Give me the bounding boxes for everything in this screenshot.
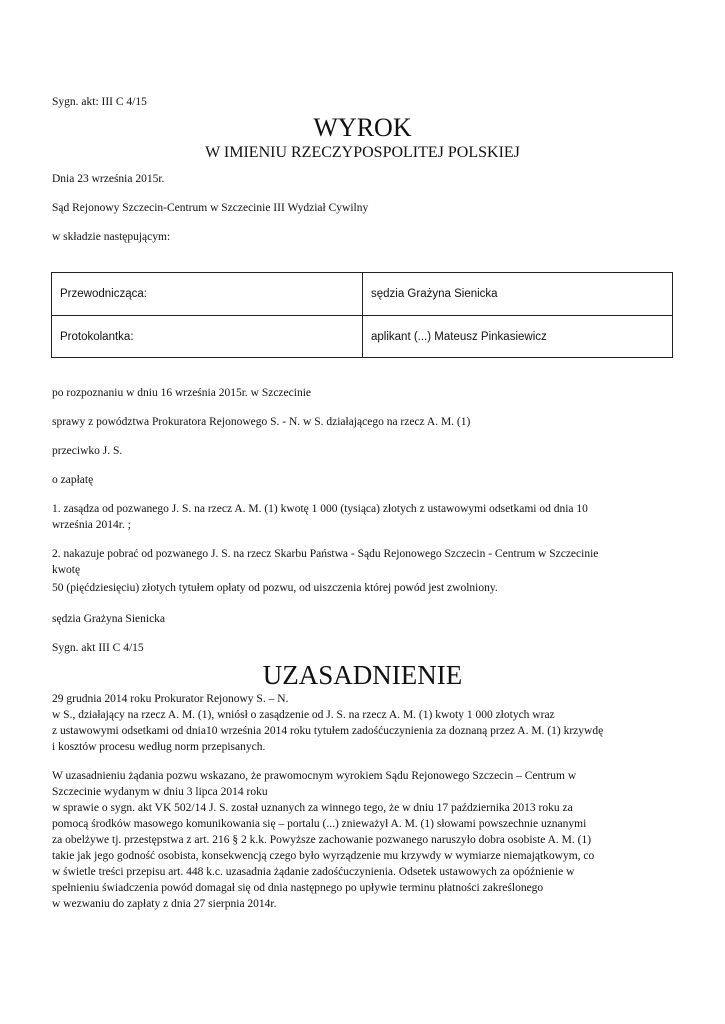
document-title: WYROK bbox=[313, 113, 412, 142]
justification-line: w sprawie o sygn. akt VK 502/14 J. S. został uznanych za winnego tego, że w dniu 17 października 2013 roku za bbox=[52, 802, 573, 814]
justification-line: pomocą środków masowego komunikowania się – portalu (...) znieważył A. M. (1) słowami powszechnie uznanymi bbox=[52, 818, 587, 830]
justification-line: w S., działający na rzecz A. M. (1), wniósł o zasądzenie od J. S. na rzecz A. M. (1) kwoty 1 000 złotych wraz bbox=[52, 709, 555, 721]
justification-line: z ustawowymi odsetkami od dnia10 września 2014 roku tytułem zadośćuczynienia za doznaną przez A. M. (1) krzywdę bbox=[52, 725, 604, 737]
case-subject: o zapłatę bbox=[52, 474, 94, 486]
verdict-point-1: 1. zasądza od pozwanego J. S. na rzecz A. M. (1) kwotę 1 000 (tysiąca) złotych z ustawowymi odsetkami od dnia 10 bbox=[52, 503, 588, 515]
verdict-point-2: 2. nakazuje pobrać od pozwanego J. S. na rzecz Skarbu Państwa - Sądu Rejonowego Szczecin - Centrum w Szczecinie bbox=[52, 548, 599, 560]
case-number-top: Sygn. akt: III C 4/15 bbox=[52, 96, 147, 108]
case-number-justification: Sygn. akt III C 4/15 bbox=[52, 642, 144, 654]
judge-signature: sędzia Grażyna Sienicka bbox=[52, 613, 166, 625]
justification-line: spełnieniu świadczenia powód domagał się od dnia następnego po upływie terminu płatności zakreślonego bbox=[52, 882, 544, 894]
table-row bbox=[52, 273, 672, 316]
table-row bbox=[52, 316, 672, 358]
panel-role: Przewodnicząca: bbox=[60, 288, 147, 300]
verdict-point-1-cont: września 2014r. ; bbox=[52, 519, 131, 531]
verdict-date: Dnia 23 września 2015r. bbox=[52, 173, 165, 185]
justification-line: W uzasadnieniu żądania pozwu wskazano, że prawomocnym wyrokiem Sądu Rejonowego Szczecin – Centrum w bbox=[52, 770, 577, 782]
document-subtitle: W IMIENIU RZECZYPOSPOLITEJ POLSKIEJ bbox=[205, 144, 520, 161]
justification-line: 29 grudnia 2014 roku Prokurator Rejonowy S. – N. bbox=[52, 693, 289, 705]
hearing-info: po rozpoznaniu w dniu 16 września 2015r. w Szczecinie bbox=[52, 387, 311, 399]
case-description: sprawy z powództwa Prokuratora Rejonowego S. - N. w S. działającego na rzecz A. M. (1) bbox=[52, 416, 471, 428]
justification-line: za obelżywe tj. przestępstwa z art. 216 § 2 k.k. Powyższe zachowanie pozwanego naruszyło dobra osobiste A. M. (1) bbox=[52, 834, 592, 846]
panel-role: Protokolantka: bbox=[60, 331, 134, 343]
justification-line: w wezwaniu do zapłaty z dnia 27 sierpnia 2014r. bbox=[52, 898, 277, 910]
composition-label: w składzie następującym: bbox=[52, 231, 171, 243]
justification-line: Szczecinie wydanym w dniu 3 lipca 2014 roku bbox=[52, 786, 268, 798]
panel-table bbox=[51, 272, 673, 358]
court-name: Sąd Rejonowy Szczecin-Centrum w Szczecinie III Wydział Cywilny bbox=[52, 202, 369, 214]
verdict-point-2-cont: 50 (pięćdziesięciu) złotych tytułem opłaty od pozwu, od uiszczenia której powód jest zwolniony. bbox=[52, 582, 498, 594]
panel-name: sędzia Grażyna Sienicka bbox=[362, 273, 673, 315]
panel-name: aplikant (...) Mateusz Pinkasiewicz bbox=[362, 316, 673, 358]
verdict-point-2-cont: kwotę bbox=[52, 564, 81, 576]
justification-line: takie jak jego godność osobista, konsekwencją czego było wyrządzenie mu krzywdy w wymiarze niemajątkowym, co bbox=[52, 850, 595, 862]
justification-title: UZASADNIENIE bbox=[262, 660, 463, 690]
justification-line: w świetle treści przepisu art. 448 k.c. uzasadnia żądanie zadośćuczynienia. Odsetek ustawowych za opóźnienie w bbox=[52, 866, 575, 878]
defendant-line: przeciwko J. S. bbox=[52, 445, 123, 457]
justification-line: i kosztów procesu według norm przepisanych. bbox=[52, 741, 266, 753]
